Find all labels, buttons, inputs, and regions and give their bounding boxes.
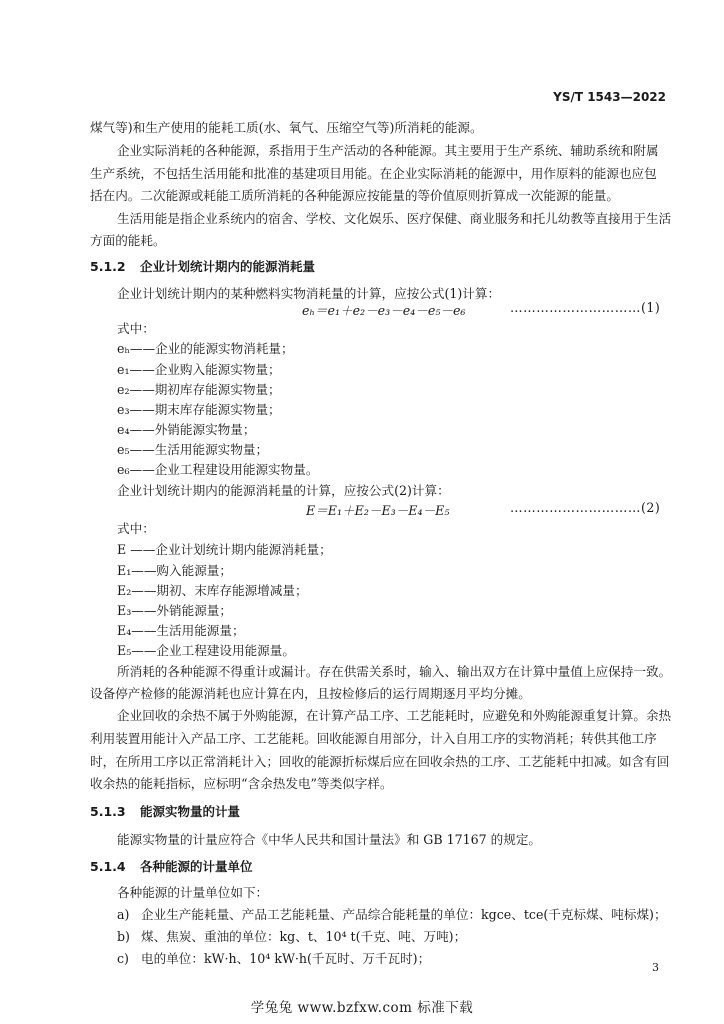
definition-item: E₅——企业工程建设用能源量。 <box>117 643 295 658</box>
paragraph-line: 收余热的能耗指标，应标明“含余热发电”等类似字样。 <box>90 776 393 791</box>
definition-item: e₂——期初库存能源实物量； <box>117 382 281 397</box>
section-heading-5-1-3 <box>90 802 240 820</box>
definition-item: E₄——生活用能源量； <box>117 623 245 638</box>
footer-watermark: 学兔兔 www.bzfxw.com 标准下载 <box>250 1000 474 1016</box>
section-title: 企业计划统计期内的能源消耗量 <box>140 259 316 274</box>
list-marker: a) <box>117 907 130 922</box>
list-item <box>117 926 466 948</box>
paragraph-line: 利用装置用能计入产品工序、工艺能耗。回收能源自用部分，计入自用工序的实物消耗；转供其他工序 <box>90 731 657 746</box>
definition-item: E₃——外销能源量； <box>117 603 232 618</box>
paragraph-line: 方面的能耗。 <box>90 233 166 248</box>
section-number: 5.1.3 <box>90 804 126 819</box>
formula-number: …………………………(2) <box>510 500 661 515</box>
list-marker: b) <box>117 929 130 944</box>
paragraph-line: 生活用能是指企业系统内的宿舍、学校、文化娱乐、医疗保健、商业服务和托儿幼教等直接用于生活 <box>117 211 672 226</box>
definition-item: e₅——生活用能源实物量； <box>117 442 269 457</box>
definition-item: e₄——外销能源实物量； <box>117 422 256 437</box>
section-number: 5.1.4 <box>90 859 126 874</box>
paragraph-line: 企业回收的余热不属于外购能源，在计算产品工序、工艺能耗时，应避免和外购能源重复计算。余热 <box>117 708 672 723</box>
section-heading-5-1-4 <box>90 857 253 875</box>
paragraph-line: 能源实物量的计量应符合《中华人民共和国计量法》和 GB 17167 的规定。 <box>117 832 542 847</box>
formula-number: …………………………(1) <box>510 300 661 315</box>
list-text: 煤、焦炭、重油的单位：kg、t、10⁴ t(千克、吨、万吨)； <box>141 929 467 944</box>
definition-item: E₂——期初、末库存能源增减量； <box>117 583 308 598</box>
paragraph-line: 各种能源的计量单位如下： <box>117 885 269 900</box>
paragraph-line: 所消耗的各种能源不得重计或漏计。存在供需关系时，输入、输出双方在计算中量值上应保持一致。 <box>117 664 672 679</box>
definition-item: E ——企业计划统计期内能源消耗量； <box>117 542 332 557</box>
where-label: 式中： <box>117 321 155 336</box>
list-text: 电的单位：kW·h、10⁴ kW·h(千瓦时、万千瓦时)； <box>141 951 431 966</box>
formula-intro: 企业计划统计期内的能源消耗量的计算，应按公式(2)计算： <box>117 483 450 498</box>
formula-2: E＝E₁＋E₂－E₃－E₄－E₅ <box>306 503 450 518</box>
formula-intro: 企业计划统计期内的某种燃料实物消耗量的计算，应按公式(1)计算： <box>117 286 501 301</box>
page-number: 3 <box>652 961 659 974</box>
definition-item: e₆——企业工程建设用能源实物量。 <box>117 462 319 477</box>
section-title: 各种能源的计量单位 <box>140 859 253 874</box>
definition-item: eₕ——企业的能源实物消耗量； <box>117 341 294 356</box>
standard-number: YS/T 1543—2022 <box>553 90 666 104</box>
paragraph-line: 设备停产检修的能源消耗也应计算在内，且按检修后的运行周期逐月平均分摊。 <box>90 686 531 701</box>
definition-item: e₃——期末库存能源实物量； <box>117 402 281 417</box>
formula-1: eₕ＝e₁＋e₂－e₃－e₄－e₅－e₆ <box>302 303 466 318</box>
paragraph-line: 生产系统，不包括生活用能和批准的基建项目用能。在企业实际消耗的能源中，用作原料的能源也应包 <box>90 166 657 181</box>
where-label: 式中： <box>117 521 155 536</box>
list-item <box>117 948 430 970</box>
paragraph-line: 企业实际消耗的各种能源，系指用于生产活动的各种能源。其主要用于生产系统、辅助系统和附属 <box>117 143 659 158</box>
list-text: 企业生产能耗量、产品工艺能耗量、产品综合能耗量的单位：kgce、tce(千克标煤、吨标煤)； <box>141 907 667 922</box>
section-heading-5-1-2 <box>90 257 315 275</box>
paragraph-line: 括在内。二次能源或耗能工质所消耗的各种能源应按能量的等价值原则折算成一次能源的能量。 <box>90 188 619 203</box>
definition-item: e₁——企业购入能源实物量； <box>117 362 281 377</box>
list-marker: c) <box>117 951 129 966</box>
list-item <box>117 904 667 926</box>
section-number: 5.1.2 <box>90 259 126 274</box>
section-title: 能源实物量的计量 <box>140 804 241 819</box>
paragraph-line: 时，在所用工序以正常消耗计入；回收的能源折标煤后应在回收余热的工序、工艺能耗中扣减。如含有回 <box>90 754 670 769</box>
paragraph-line: 煤气等)和生产使用的能耗工质(水、氧气、压缩空气等)所消耗的能源。 <box>90 120 483 135</box>
definition-item: E₁——购入能源量； <box>117 563 232 578</box>
